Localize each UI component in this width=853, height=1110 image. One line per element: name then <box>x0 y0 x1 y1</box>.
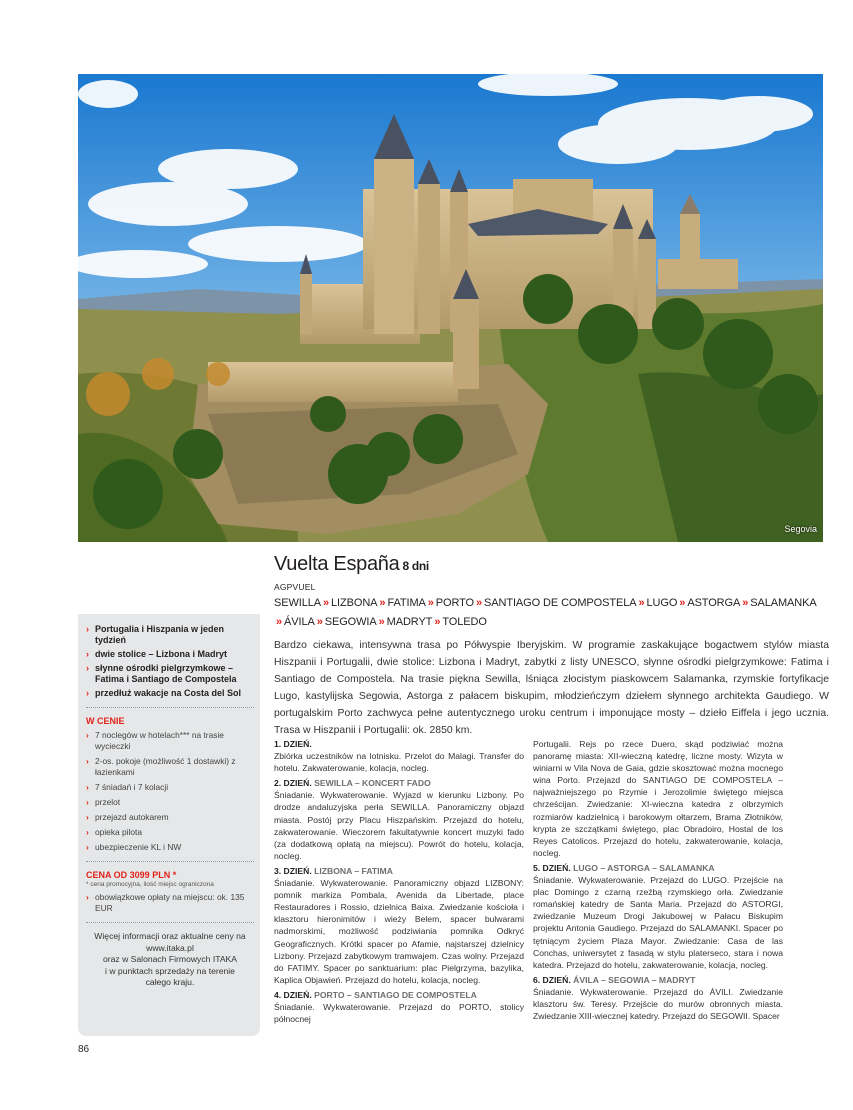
chevron-right-icon: › <box>86 892 89 902</box>
chevron-right-icon: › <box>86 782 89 792</box>
itinerary-column-2 <box>533 738 783 1025</box>
day-route: LIZBONA – FATIMA <box>314 865 393 876</box>
tour-code: AGPVUEL <box>274 582 316 592</box>
tour-name: Vuelta España <box>274 553 400 575</box>
list-item-text: ubezpieczenie KL i NW <box>95 842 182 852</box>
fees-list <box>86 892 254 914</box>
info-line: całego kraju. <box>145 977 195 987</box>
day-number: 1. DZIEŃ. <box>274 739 312 749</box>
alcazar-illustration <box>78 74 823 542</box>
list-item <box>86 624 254 646</box>
page-number: 86 <box>78 1044 90 1055</box>
divider <box>86 707 254 708</box>
list-item <box>86 756 254 778</box>
list-item-text: 7 śniadań i 7 kolacji <box>95 782 169 792</box>
chevron-right-icon: › <box>86 624 89 634</box>
list-item <box>86 730 254 752</box>
list-item <box>86 797 254 808</box>
day-text: Śniadanie. Wykwaterowanie. Przejazd do ÁVILI. Zwiedzanie klasztoru św. Teresy. Przejście do murów obronnych miasta. Zwiedzanie XIII-wiecznej katedry. Przejazd do SEGOWII. Spacer <box>533 986 783 1022</box>
divider <box>86 922 254 923</box>
info-line: i w punktach sprzedaży na terenie <box>105 965 235 976</box>
chevron-right-icon: › <box>86 797 89 807</box>
fees-text: obowiązkowe opłaty na miejscu: ok. 135 EUR <box>95 892 245 913</box>
route-separator: » <box>427 597 434 609</box>
list-item <box>86 892 254 914</box>
included-heading: W CENIE <box>86 716 125 726</box>
day-number: 2. DZIEŃ. <box>274 778 312 789</box>
tour-days: 8 dni <box>402 559 429 573</box>
day-text: Zbiórka uczestników na lotnisku. Przelot do Malagi. Transfer do hotelu. Zakwaterowanie, kolacja, nocleg. <box>274 751 524 774</box>
list-item <box>86 842 254 853</box>
route-separator: » <box>476 597 483 609</box>
route-separator: » <box>379 597 386 609</box>
route-separator: » <box>316 616 323 628</box>
info-line: oraz w Salonach Firmowych ITAKA <box>102 954 238 964</box>
list-item <box>86 663 254 685</box>
route-separator: » <box>323 597 330 609</box>
day-number: 6. DZIEŃ. <box>533 974 571 985</box>
price: CENA OD 3099 PLN * <box>86 870 177 880</box>
day-route: SEWILLA – KONCERT FADO <box>314 778 431 789</box>
route-separator: » <box>276 616 283 628</box>
day-text: Śniadanie. Wykwaterowanie. Przejazd do PORTO, stolicy północnej <box>274 1001 524 1025</box>
day-route: LUGO – ASTORGA – SALAMANKA <box>573 862 715 873</box>
list-item-text: Portugalia i Hiszpania w jeden tydzień <box>95 624 225 645</box>
list-item-text: słynne ośrodki pielgrzymkowe – Fatima i Santiago de Compostela <box>95 663 237 684</box>
day-heading <box>274 778 431 788</box>
itinerary-day <box>533 738 783 859</box>
day-text: Śniadanie. Wykwaterowanie. Panoramiczny objazd LIZBONY: pomnik markiza Pombala, Avenida da Libertade, place Restauradores i Rossio, dzielnica Baixa. Zwiedzanie kościoła i klasztoru hieronimitów i wieży Belem, spacer bulwarami nadmorskimi, możliwość podziwiania pomnika Odkryć Geograficznych. Krótki spacer po Afamie, najstarszej dzielnicy Lizbony. Przejazd zabytkowym tramwajem. Czas wolny. Przejazd do FATIMY. Spacer po sanktuarium: plac Pielgrzyma, bazylika, Kaplica Objawień. Przejazd do hotelu, kolacja, nocleg. <box>274 878 524 985</box>
day-text: Śniadanie. Wykwaterowanie. Przejazd do LUGO. Przejście na plac Domingo z czarną rzeźbą rzymskiego orła. Zwiedzanie romańskiej katedry de Santa Maria. Przejazd do ASTORGI, zwiedzanie Muzeum Drogi Jakubowej w Pałacu Biskupim projektu Antonia Gaudiego. Przejazd do SALAMANKI. Spacer po tętniącym życiem Plaza Mayor. Zwiedzanie: Casa de las Conchas, uniwersytet z fasadą w stylu platerseco, stara i nowa katedra. Przejazd do hotelu, zakwaterowanie, kolacja, nocleg. <box>533 875 783 970</box>
route-city: TOLEDO <box>442 616 487 628</box>
route-city: SEWILLA <box>274 597 321 609</box>
day-route: ÁVILA – SEGOWIA – MADRYT <box>573 974 696 985</box>
day-heading <box>533 975 695 985</box>
itinerary-day <box>533 974 783 1022</box>
list-item-text: dwie stolice – Lizbona i Madryt <box>95 649 228 659</box>
route-separator: » <box>679 597 686 609</box>
list-item <box>86 782 254 793</box>
list-item-text: przedłuż wakacje na Costa del Sol <box>95 688 242 698</box>
chevron-right-icon: › <box>86 827 89 837</box>
itinerary-day <box>274 865 524 986</box>
day-text: Śniadanie. Wykwaterowanie. Wyjazd w kierunku Lizbony. Po drodze andaluzyjska perła SEWILLA. Panoramiczny objazd miasta. Postój przy Placu Hiszpańskim. Przejazd do hotelu, zakwaterowanie. Wieczorem fakultatywnie koncert muzyki fado (za dodatkową opłatą na miejscu). Powrót do hotelu, kolacja, nocleg. <box>274 790 524 861</box>
chevron-right-icon: › <box>86 688 89 698</box>
route-separator: » <box>378 616 385 628</box>
photo-caption: Segovia <box>784 524 817 534</box>
chevron-right-icon: › <box>86 663 89 673</box>
list-item-text: przejazd autokarem <box>95 812 169 822</box>
chevron-right-icon: › <box>86 649 89 659</box>
list-item-text: opieka pilota <box>95 827 143 837</box>
list-item <box>86 812 254 823</box>
day-route: PORTO – SANTIAGO DE COMPOSTELA <box>314 989 477 1000</box>
route-line-2 <box>274 614 829 630</box>
route-separator: » <box>638 597 645 609</box>
day-heading <box>533 863 715 873</box>
route-city: LIZBONA <box>331 597 378 609</box>
day-heading <box>274 990 477 1000</box>
highlights-list <box>86 624 254 699</box>
list-item <box>86 827 254 838</box>
divider <box>86 861 254 862</box>
itinerary-day <box>274 777 524 862</box>
info-sidebar <box>78 614 260 1036</box>
itinerary-column-1 <box>274 738 524 1028</box>
route-city: ASTORGA <box>687 597 741 609</box>
list-item <box>86 649 254 660</box>
website-link[interactable]: www.itaka.pl <box>146 942 194 953</box>
info-line: Więcej informacji oraz aktualne ceny na <box>94 931 246 941</box>
list-item-text: 2-os. pokoje (możliwość 1 dostawki) z łazienkami <box>95 756 236 777</box>
day-heading <box>274 739 312 749</box>
tour-title <box>274 552 829 578</box>
route-city: LUGO <box>646 597 678 609</box>
more-info <box>86 931 254 989</box>
route-separator: » <box>434 616 441 628</box>
route-separator: » <box>742 597 749 609</box>
day-text: Portugalii. Rejs po rzece Duero, skąd podziwiać można panoramę miasta: XII-wieczną katedrę, liczne mosty. Wizyta w winiarni w Vila Nova de Gaia, gdzie skosztować można mocnego wina Porto. Przejazd do SANTIAGO DE COMPOSTELA – najważniejszego po Rzymie i Jerozolimie świętego miejsca chrześcijan. Zwiedzanie: XI-wieczna katedra z olbrzymich rozmiarów kadzielnicą i barokowym ołtarzem, Brama Złotników, krypta ze szczątkami świętego, plac Obradoiro, Hostal de los Reyes Catolicos. Przejazd do hotelu, zakwaterowanie, kolacja, nocleg. <box>533 739 783 858</box>
chevron-right-icon: › <box>86 756 89 766</box>
itinerary-day <box>274 738 524 774</box>
tour-header <box>274 552 829 630</box>
day-heading <box>274 866 393 876</box>
day-number: 4. DZIEŃ. <box>274 989 312 1000</box>
list-item-text: przelot <box>95 797 121 807</box>
route-city: SANTIAGO DE COMPOSTELA <box>484 597 637 609</box>
itinerary-day <box>533 862 783 971</box>
route-city: PORTO <box>435 597 474 609</box>
route-city: SALAMANKA <box>750 597 817 609</box>
itinerary-day <box>274 989 524 1025</box>
hero-photo <box>78 74 823 542</box>
day-number: 3. DZIEŃ. <box>274 865 312 876</box>
route-line-1 <box>274 595 829 611</box>
tour-intro: Bardzo ciekawa, intensywna trasa po Półwyspie Iberyjskim. W programie zaskakujące bogactwem stylów miasta Hiszpanii i Portugalii, dwie stolice: Lizbona i Madryt, zabytki z listy UNESCO, słynne ośrodki pielgrzymkowe: Fatima i Santiago de Compostela. Na trasie piękna Sewilla, lśniąca złocistym piaskowcem Salamanka, rzymskie fortyfikacje Lugo, kastylijska Segowia, Astorga z pałacem biskupim, młodzieńczym dziełem słynnego architekta Gaudiego. W portugalskim Porto zachwyca pełne autentycznego uroku centrum i imponujące mosty – dzieło Eiffela i jego ucznia. Trasa w Hiszpanii i Portugalii: ok. 2850 km. <box>274 640 829 736</box>
chevron-right-icon: › <box>86 842 89 852</box>
chevron-right-icon: › <box>86 812 89 822</box>
list-item <box>86 688 254 699</box>
list-item-text: 7 noclegów w hotelach*** na trasie wycieczki <box>95 730 224 751</box>
route-city: FATIMA <box>387 597 426 609</box>
route-city: MADRYT <box>386 616 433 628</box>
day-number: 5. DZIEŃ. <box>533 862 571 873</box>
price-note: * cena promocyjna, ilość miejsc ograniczona <box>86 881 214 888</box>
chevron-right-icon: › <box>86 730 89 740</box>
route-city: SEGOWIA <box>324 616 377 628</box>
route-city: ÁVILA <box>284 616 315 628</box>
included-list <box>86 730 254 853</box>
